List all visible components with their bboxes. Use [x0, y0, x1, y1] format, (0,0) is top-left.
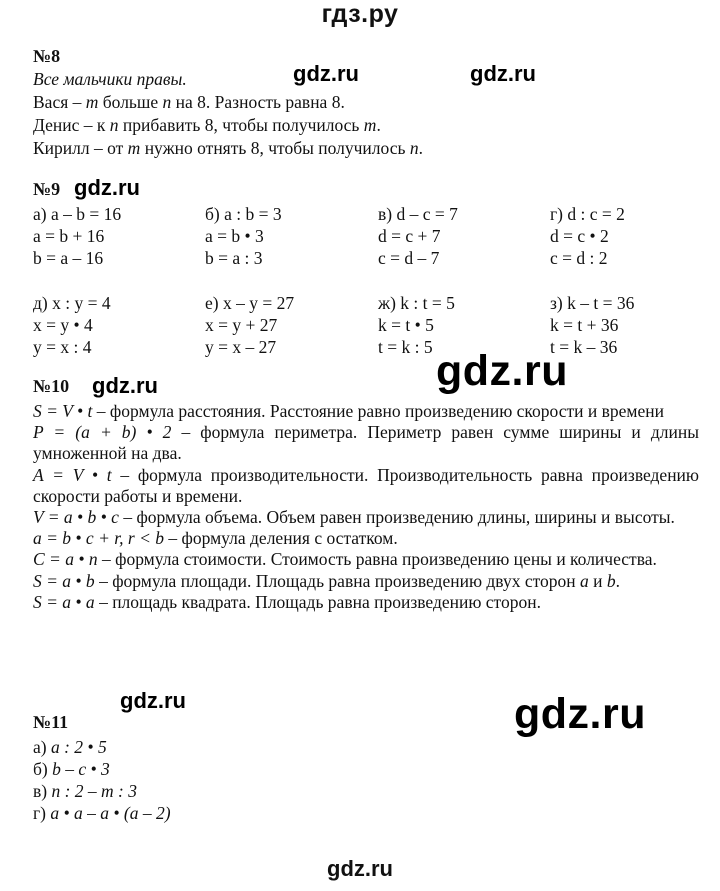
expression-item: г) a • a – a • (a – 2)	[33, 803, 171, 823]
equation: а) a – b = 16	[33, 204, 122, 224]
task9-column	[205, 203, 282, 269]
formula-item: C = a • n – формула стоимости. Стоимость равна произведению цены и количества.	[33, 549, 657, 570]
task9-column	[33, 203, 121, 269]
equation: д) x : y = 4	[33, 293, 111, 313]
equation: ж) k : t = 5	[378, 293, 455, 313]
watermark: gdz.ru	[120, 688, 186, 713]
equation: y = x : 4	[33, 337, 92, 357]
task10-body	[33, 401, 699, 613]
task8-heading: №8	[33, 46, 61, 66]
formula-item: S = a • a – площадь квадрата. Площадь равна произведению сторон.	[33, 591, 541, 612]
equation: t = k : 5	[378, 337, 433, 357]
task9-heading: №9	[33, 179, 61, 199]
equation: k = t + 36	[550, 315, 619, 335]
task11-heading: №11	[33, 712, 69, 732]
formula-item: V = a • b • c – формула объема. Объем равен произведению длины, ширины и высоты.	[33, 507, 675, 528]
equation: d = c + 7	[378, 226, 441, 246]
equation: d = c • 2	[550, 226, 609, 246]
task8-line: Вася – m больше n на 8. Разность равна 8.	[33, 92, 345, 112]
watermark: gdz.ru	[470, 61, 536, 86]
equation: b = a : 3	[205, 248, 263, 268]
equation: б) a : b = 3	[205, 204, 282, 224]
task8-intro: Все мальчики правы.	[33, 69, 187, 89]
formula-item: S = a • b – формула площади. Площадь равна произведению двух сторон a и b.	[33, 570, 621, 591]
formula-item: P = (a + b) • 2 – формула периметра. Периметр равен сумме ширины и длины умноженной на два.	[33, 422, 699, 464]
task9-column	[550, 203, 625, 269]
equation: t = k – 36	[550, 337, 618, 357]
equation: k = t • 5	[378, 315, 434, 335]
equation: a = b • 3	[205, 226, 264, 246]
equation: y = x – 27	[205, 337, 277, 357]
watermark: gdz.ru	[74, 175, 140, 200]
task11-list	[33, 736, 171, 824]
equation: x = y + 27	[205, 315, 278, 335]
equation: в) d – c = 7	[378, 204, 458, 224]
equation: c = d : 2	[550, 248, 608, 268]
equation: г) d : c = 2	[550, 204, 625, 224]
task8-line: Кирилл – от m нужно отнять 8, чтобы получилось n.	[33, 138, 423, 158]
equation: x = y • 4	[33, 315, 93, 335]
task9-column	[378, 292, 455, 358]
expression-item: а) a : 2 • 5	[33, 737, 107, 757]
equation: b = a – 16	[33, 248, 104, 268]
expression-item: в) n : 2 – m : 3	[33, 781, 138, 801]
equation: c = d – 7	[378, 248, 440, 268]
task9-column	[205, 292, 294, 358]
task8-line: Денис – к n прибавить 8, чтобы получилось m.	[33, 115, 381, 135]
formula-item: A = V • t – формула производительности. Производительность равна произведению скорости работы и времени.	[33, 464, 700, 506]
task9-column	[33, 292, 111, 358]
formula-item: a = b • c + r, r < b – формула деления с остатком.	[33, 528, 398, 549]
equation: е) x – y = 27	[205, 293, 295, 313]
task9-column	[378, 203, 458, 269]
watermark: gdz.ru	[293, 61, 359, 86]
watermark: gdz.ru	[92, 373, 158, 398]
equation: з) k – t = 36	[550, 293, 635, 313]
equation: a = b + 16	[33, 226, 105, 246]
watermark: gdz.ru	[514, 690, 646, 738]
task9-column	[550, 292, 634, 358]
site-footer: gdz.ru	[327, 856, 393, 881]
formula-item: S = V • t – формула расстояния. Расстояние равно произведению скорости и времени	[33, 401, 664, 421]
expression-item: б) b – c • 3	[33, 759, 110, 779]
watermark: gdz.ru	[436, 347, 568, 395]
task10-heading: №10	[33, 376, 70, 396]
site-header: гдз.ру	[321, 0, 399, 28]
